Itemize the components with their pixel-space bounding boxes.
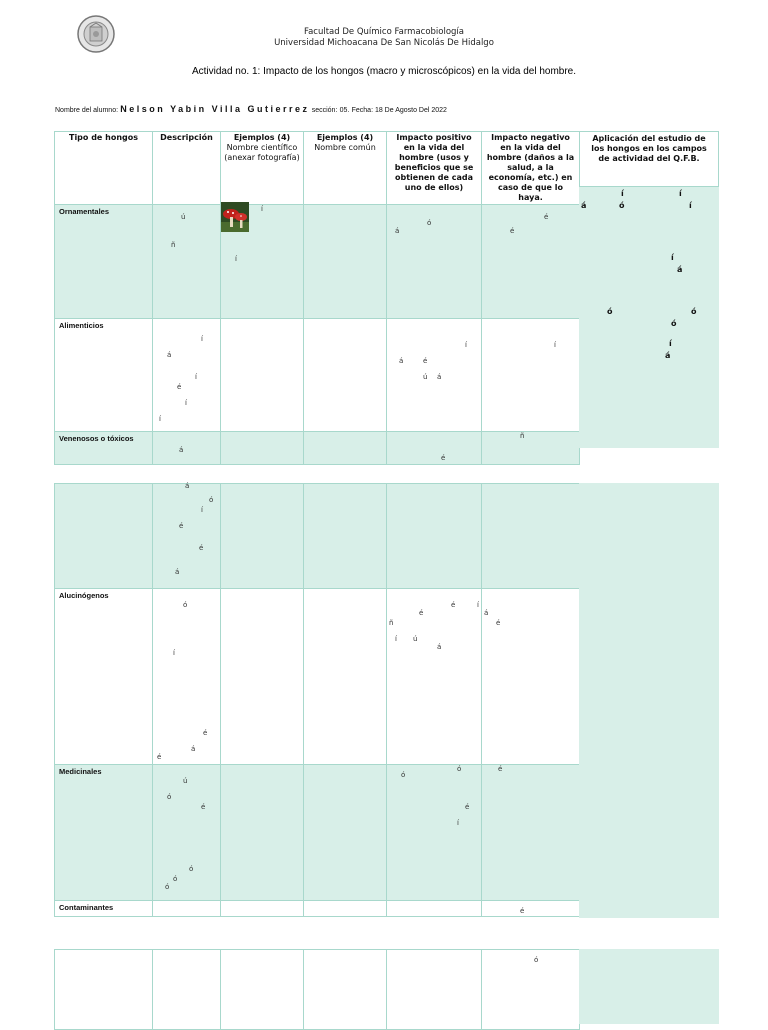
section-label: sección: [311,107,338,114]
student-name: Nelson Yabin Villa Gutierrez [120,104,310,114]
header-qfb-application: Aplicación del estudio de los hongos en los campos de actividad del Q.F.B. [579,131,719,187]
name-label: Nombre del alumno: [55,107,119,114]
activity-title: Actividad no. 1: Impacto de los hongos (macro y microscópicos) en la vida del hombre. [191,66,577,77]
table-row: á ó í é é á [55,484,580,589]
university-name: Universidad Michoacana De San Nicolás De Hidalgo [274,38,494,48]
header-common-name: Ejemplos (4) Nombre común [304,132,387,205]
header-negative-impact: Impacto negativo en la vida del hombre (daños a la salud, a la economía, etc.) en caso de que lo haya. [482,132,580,205]
table-row: Contaminantes é [55,901,580,917]
row-label-continued [55,484,153,589]
table-row: Ornamentales ú ñ í í ó á é é [55,205,580,319]
student-info [55,104,447,114]
row-label-alimenticios: Alimenticios [55,319,153,432]
mushroom-photo [221,202,249,232]
header-type: Tipo de hongos [55,132,153,205]
table-row: Alucinógenos ó í é á é é í é ñ í ú á á é [55,589,580,765]
header-positive-impact: Impacto positivo en la vida del hombre (usos y beneficios que se obtienen de cada uno de ellos) [387,132,482,205]
qfb-application-cell: í í á ó í í á ó ó ó í á [579,187,719,448]
table-row: Medicinales ú ó é ó ó ó ó ó é í é [55,765,580,901]
row-label-alucinogenos: Alucinógenos [55,589,153,765]
row-label-venenosos: Venenosos o tóxicos [55,432,153,465]
section-value: 05. [339,107,350,114]
table-row: ó [55,950,580,1030]
faculty-name: Facultad De Químico Farmacobiología [303,27,465,37]
row-label-contaminantes: Contaminantes [55,901,153,917]
fungi-table-page1 [54,131,580,465]
qfb-application-cell-page2 [579,483,719,918]
fungi-table-page3 [54,949,580,1030]
header-description: Descripción [153,132,221,205]
table-row: Venenosos o tóxicos á é ñ [55,432,580,465]
table-row: Alimenticios í á í é í í í á é ú á í [55,319,580,432]
fungi-table-page2 [54,483,580,917]
row-label-ornamentales: Ornamentales [55,205,153,319]
row-label-medicinales: Medicinales [55,765,153,901]
qfb-application-cell-page3 [579,949,719,1024]
date-value: Fecha: 18 De Agosto Del 2022 [351,107,447,114]
header-scientific-name: Ejemplos (4) Nombre científico (anexar fotografía) [221,132,304,205]
